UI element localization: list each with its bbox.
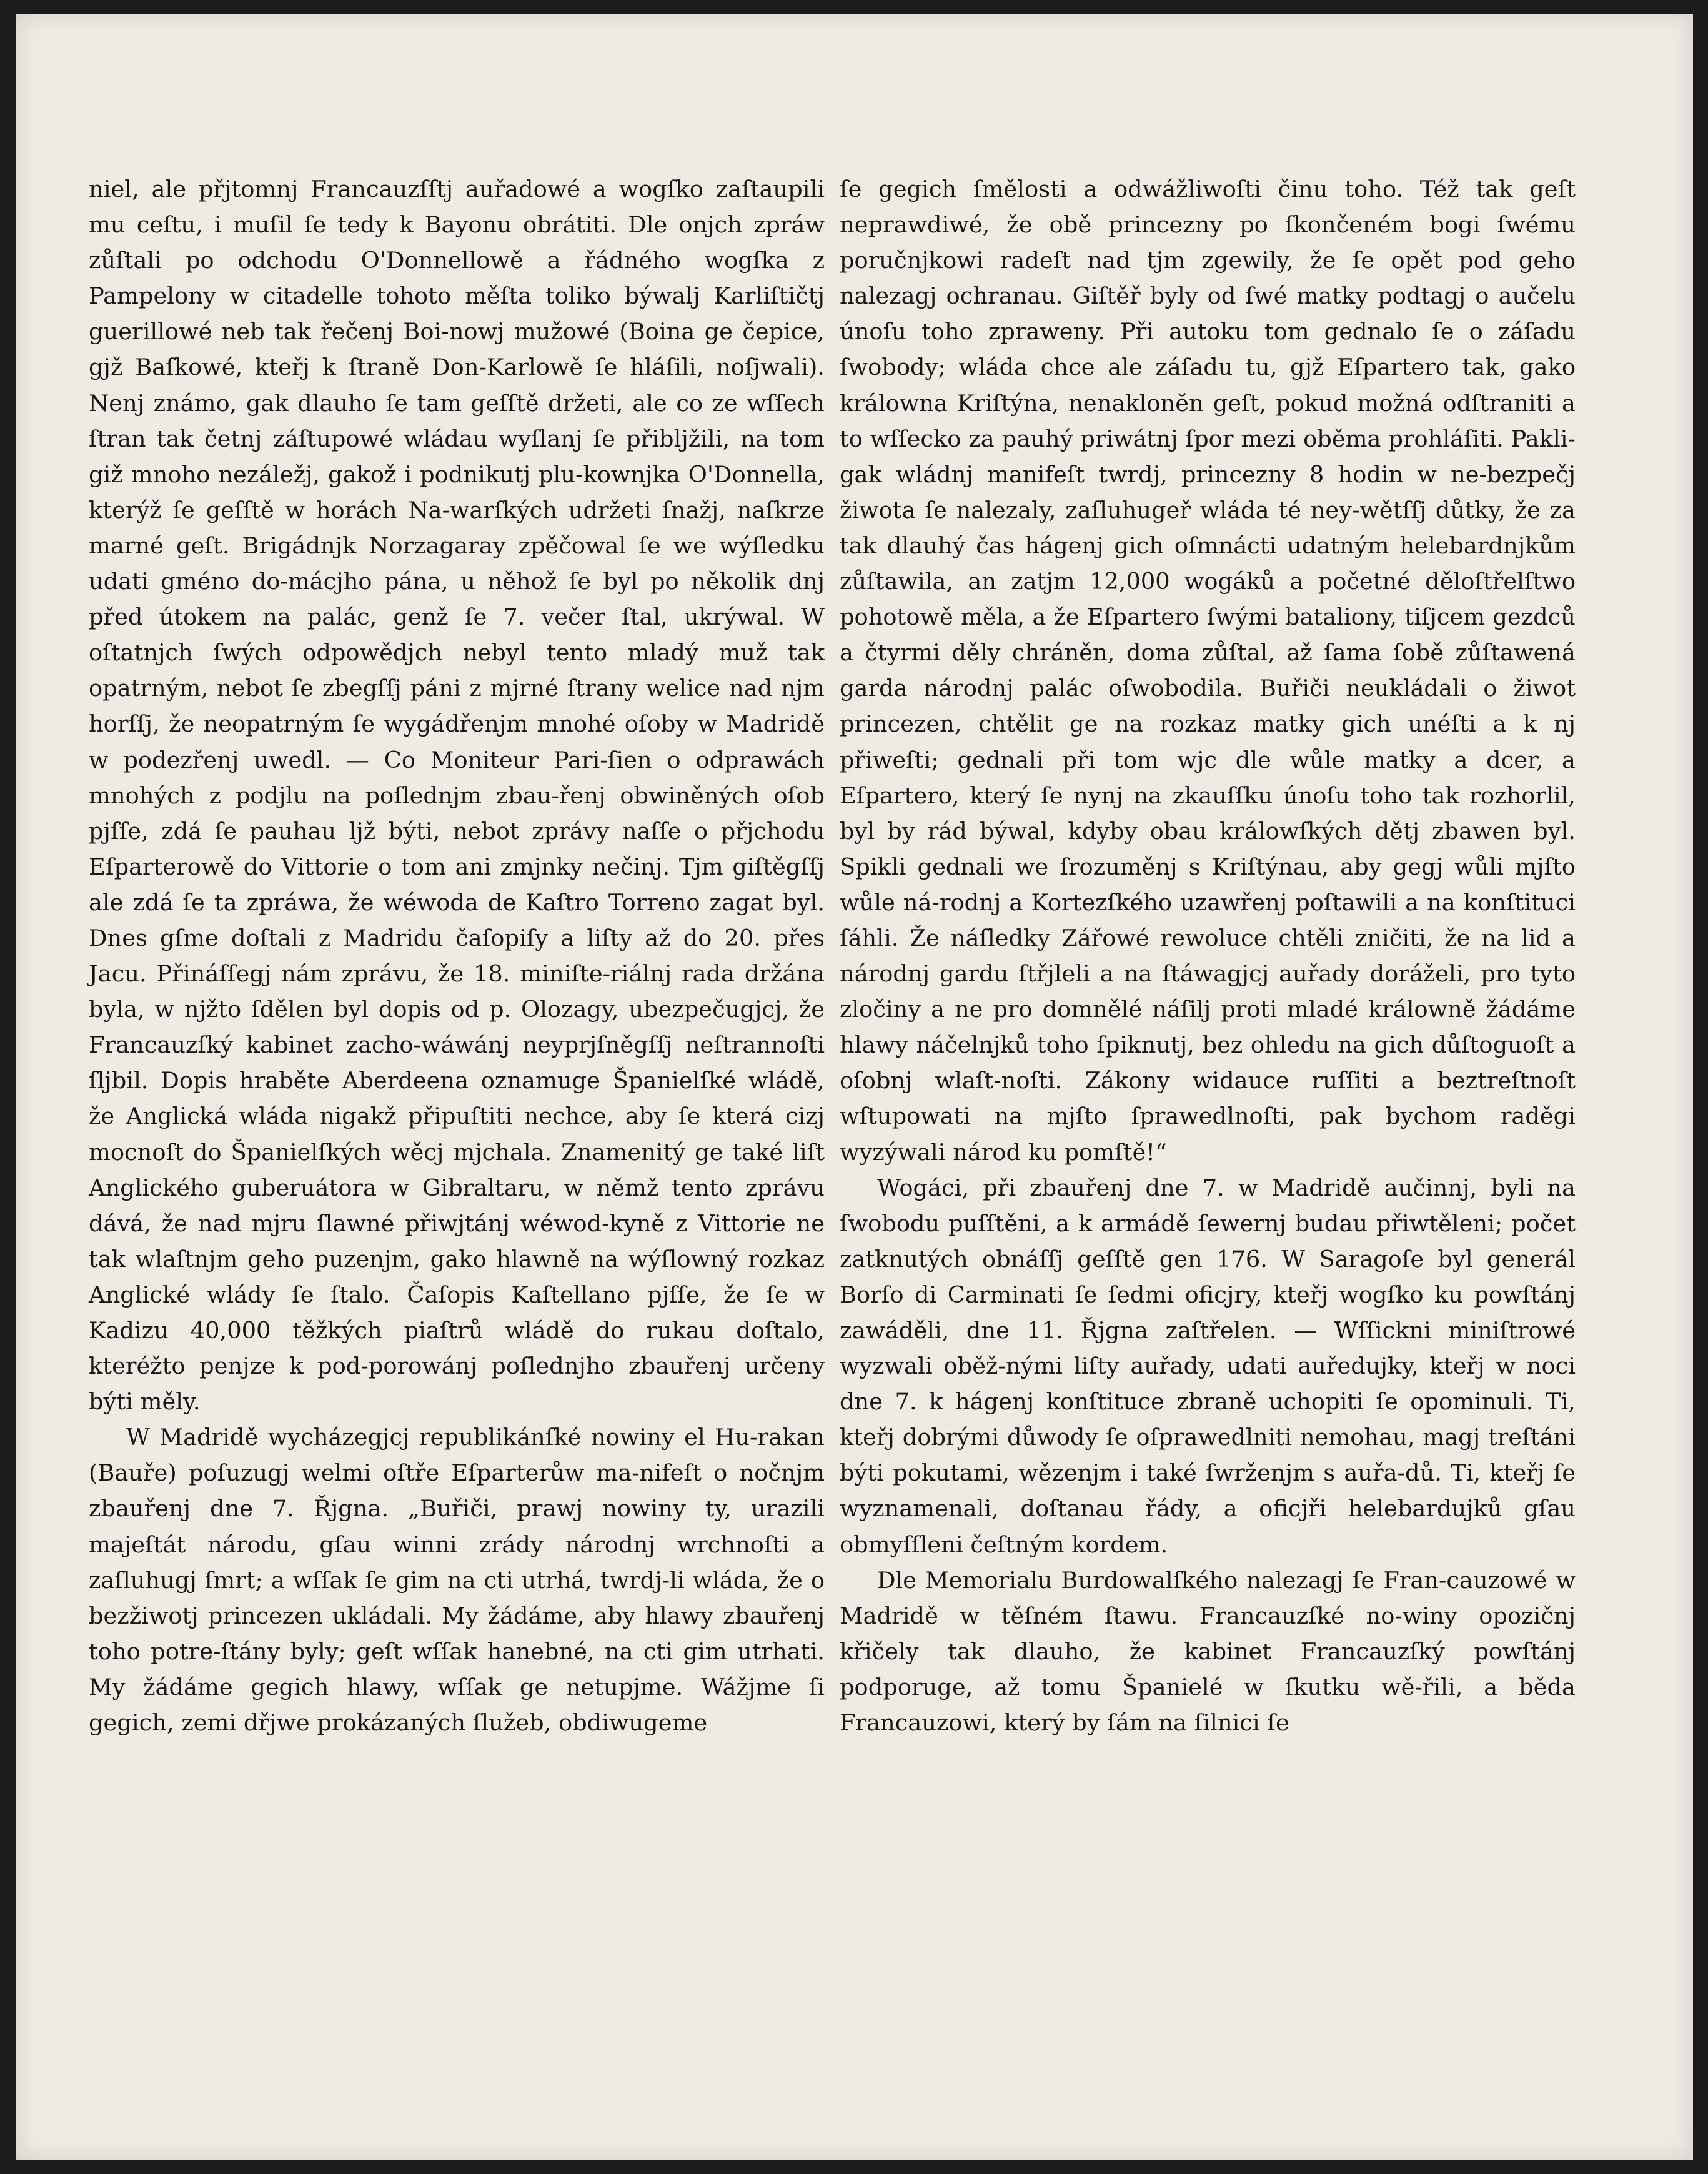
paragraph-right-1: ſe gegich ſmělosti a odwážliwoſti činu toho. Též tak geſt neprawdiwé, že obě princezny po ſkončeném bogi ſwému poručnjkowi radeſt nad tjm zgewily, že ſe opět pod geho nalezagj ochranau. Giſtěř byly od ſwé matky podtagj o aučelu únoſu toho zpraweny. Při autoku tom gednalo ſe o záſadu ſwobody; wláda chce ale záſadu tu, gjž Eſpartero tak, gako králowna Kriſtýna, nenaklonĕn geſt, pokud možná odſtraniti a to wſſecko za pauhý priwátnj ſpor mezi oběma prohláſiti. Pakli-gak wládnj manifeſt twrdj, princezny 8 hodin w ne-bezpečj žiwota ſe nalezaly, zaſluhugeř wláda té ney-wětſſj důtky, že za tak dlauhý čas hágenj gich oſmnácti udatným helebardnjkům zůſtawila, an zatjm 12,000 wogáků a početné děloſtřelſtwo pohotowě měla, a že Eſpartero ſwými bataliony, tiſjcem gezdců a čtyrmi děly chráněn, doma zůſtal, až ſama ſobě zůſtawená garda národnj palác oſwobodila. Buřiči neukládali o žiwot princezen, chtělit ge na rozkaz matky gich unéſti a k nj přiweſti; gednali při tom wjc dle wůle matky a dcer, a Eſpartero, který ſe nynj na zkauſſku únoſu toho tak rozhorlil, byl by rád býwal, kdyby obau králowſkých dětj zbawen byl. Spikli gednali we ſrozuměnj s Kriſtýnau, aby gegj wůli mjſto wůle ná-rodnj a Kortezſkého uzawřenj poſtawili a na konſtituci ſáhli. Že náſledky Zářowé rewoluce chtěli zničiti, že na lid a národnj gardu ſtřjleli a na ſtáwagjcj auřady doráželi, pro tyto zločiny a ne pro domnělé náſilj proti mladé králowně žádáme hlawy náčelnjků toho ſpiknutj, bez ohledu na gich důſtoguoſt a oſobnj wlaſt-noſti. Zákony widauce ruſſiti a beztreſtnoſt wſtupowati na mjſto ſprawedlnoſti, pak bychom raděgi wyzýwali národ ku pomſtě!“ <box>840 176 1576 1166</box>
paragraph-left-2: W Madridě wycházegjcj republikánſké nowiny el Hu-rakan (Bauře) poſuzugj welmi oſtře Eſparterůw ma-nifeſt o nočnjm zbauřenj dne 7. Řjgna. „Buřiči, prawj nowiny ty, urazili majeſtát národu, gſau winni zrády národnj wrchnoſti a zaſluhugj ſmrt; a wſſak ſe gim na cti utrhá, twrdj-li wláda, že o bezžiwotj princezen ukládali. My žádáme, aby hlawy zbauřenj toho potre-ſtány byly; geſt wſſak hanebné, na cti gim utrhati. My žádáme gegich hlawy, wſſak ge netupjme. Wážjme ſi gegich, zemi dřjwe prokázaných ſlužeb, obdiwugeme <box>89 1424 825 1737</box>
newspaper-page <box>16 14 1693 2160</box>
right-column <box>840 171 1576 1740</box>
left-column <box>89 171 825 1740</box>
paragraph-right-3: Dle Memorialu Burdowalſkého nalezagj ſe Fran-cauzowé w Madridě w těſném ſtawu. Francauzſké no-winy opozičnj křičely tak dlauho, že kabinet Francauzſký powſtánj podporuge, až tomu Španielé w ſkutku wě-řili, a běda Francauzowi, který by ſám na ſilnici ſe <box>840 1566 1576 1737</box>
paragraph-right-2: Wogáci, při zbauřenj dne 7. w Madridě aučinnj, byli na ſwobodu puſſtěni, a k armádě ſewernj budau přiwtěleni; počet zatknutých obnáſſj geſſtě gen 176. W Saragoſe byl generál Borſo di Carminati ſe ſedmi oficjry, kteřj wogſko ku powſtánj zawáděli, dne 11. Řjgna zaſtřelen. — Wſſickni miniſtrowé wyzwali oběž-nými liſty auřady, udati auředujky, kteřj w noci dne 7. k hágenj konſtituce zbraně uchopiti ſe opominuli. Ti, kteřj dobrými důwody ſe oſprawedlniti nemohau, magj treſtáni býti pokutami, wězenjm i také ſwrženjm s auřa-dů. Ti, kteřj ſe wyznamenali, doſtanau řády, a oficjři helebardujků gſau obmyſſleni čeſtným kordem. <box>840 1174 1576 1558</box>
paragraph-left-1: niel, ale přjtomnj Francauzſſtj auřadowé a wogſko zaſtaupili mu ceſtu, i muſil ſe tedy k Bayonu obrátiti. Dle onjch zpráw zůſtali po odchodu O'Donnellowě a řádného wogſka z Pampelony w citadelle tohoto měſta toliko býwalj Karliſtičtj guerillowé neb tak řečenj Boi-nowj mužowé (Boina ge čepice, gjž Baſkowé, kteřj k ſtraně Don-Karlowě ſe hláſili, noſjwali). Nenj známo, gak dlauho ſe tam geſſtě držeti, ale co ze wſſech ſtran tak četnj záſtupowé wládau wyſlanj ſe přibljžili, na tom giž mnoho nezáležj, gakož i podnikutj plu-kownjka O'Donnella, kterýž ſe geſſtě w horách Na-warſkých udržeti ſnažj, naſkrze marné geſt. Brigádnjk Norzagaray zpěčowal ſe we wýſledku udati gméno do-mácjho pána, u něhož ſe byl po několik dnj před útokem na palác, genž ſe 7. večer ſtal, ukrýwal. W oſtatnjch ſwých odpowědjch nebyl tento mladý muž tak opatrným, nebot ſe zbegſſj páni z mjrné ſtrany welice nad njm horſſj, že neopatrným ſe wygádřenjm mnohé oſoby w Madridě w podezřenj uwedl. — Co Moniteur Pari-ſien o odprawách mnohých z podjlu na poſlednjm zbau-řenj obwiněných oſob pjſſe, zdá ſe pauhau ljž býti, nebot zprávy naſſe o přjchodu Eſparterowě do Vittorie o tom ani zmjnky nečinj. Tjm giſtěgſſj ale zdá ſe ta zpráwa, že wéwoda de Kaſtro Torreno zagat byl. Dnes gſme doſtali z Madridu čaſopiſy a liſty až do 20. přes Jacu. Přináſſegj nám zprávu, že 18. miniſte-riálnj rada držána byla, w njžto ſdělen byl dopis od p. Olozagy, ubezpečugjcj, že Francauzſký kabinet zacho-wáwánj neyprjſněgſſj neſtrannoſti ſljbil. Dopis hraběte Aberdeena oznamuge Španielſké wládě, že Anglická wláda nigakž připuſtiti nechce, aby ſe která cizj mocnoſt do Španielſkých wěcj mjchala. Znamenitý ge také liſt Anglického guberuátora w Gibraltaru, w němž tento zprávu dává, že nad mjru ſlawné přiwjtánj wéwod-kyně z Vittorie ne tak wlaſtnjm geho puzenjm, gako hlawně na wýſlowný rozkaz Anglické wlády ſe ſtalo. Čaſopis Kaſtellano pjſſe, že ſe w Kadizu 40,000 těžkých piaſtrů wládě do rukau doſtalo, kteréžto penjze k pod-porowánj poſlednjho zbauřenj určeny býti měly. <box>89 176 825 1416</box>
